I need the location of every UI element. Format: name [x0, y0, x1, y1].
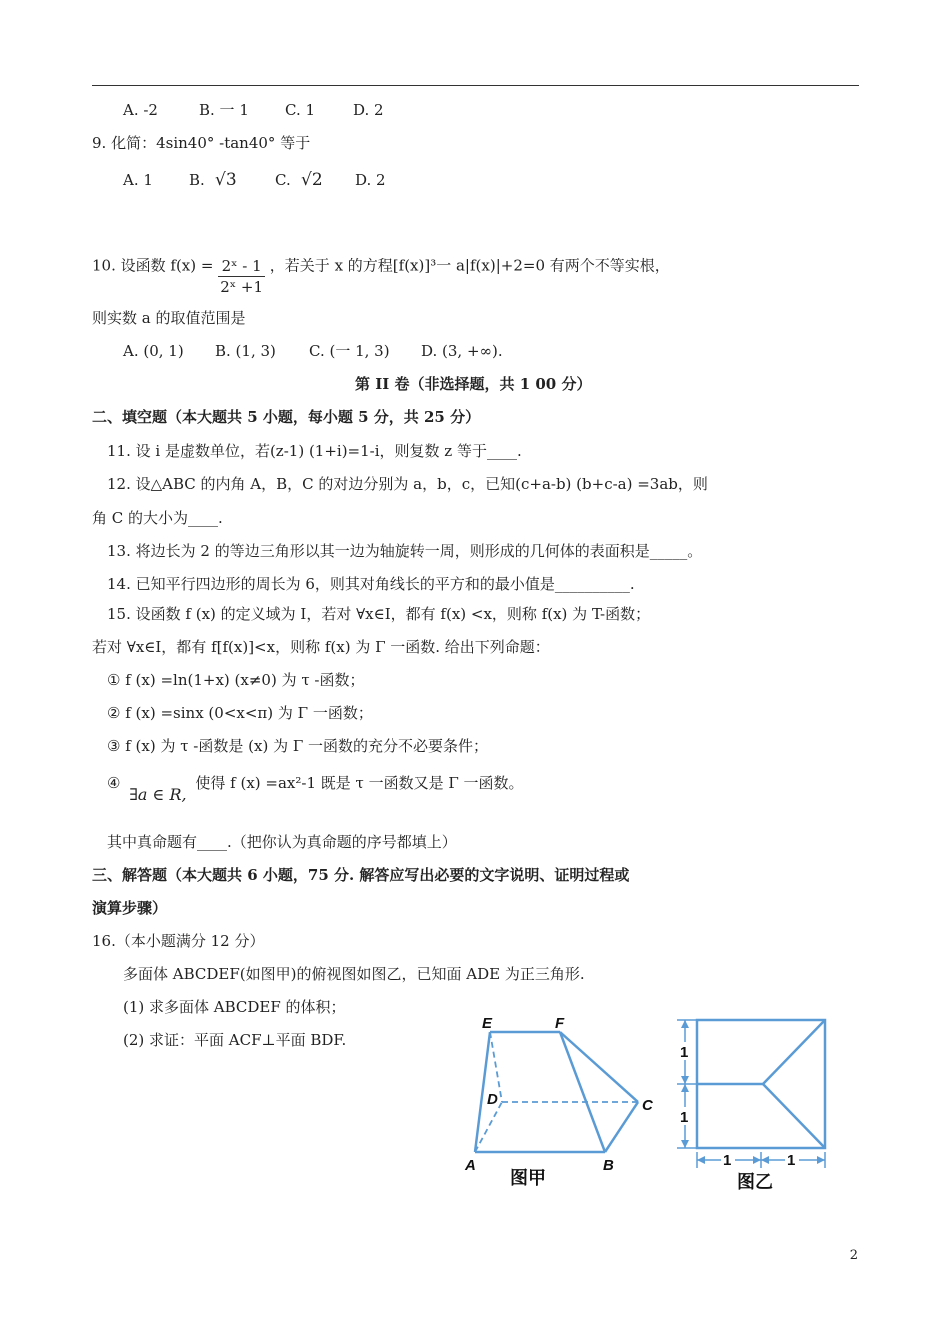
q16-part1: (1) 求多面体 ABCDEF 的体积； [123, 998, 346, 1016]
q15-prop4-num: ④ [107, 774, 121, 792]
label-e: E [482, 1015, 493, 1032]
q16-head: 16.（本小题满分 12 分） [92, 932, 265, 950]
q8-option-b: B. 一 1 [199, 101, 249, 119]
q8-option-d: D. 2 [353, 101, 384, 119]
figure1-caption: 图甲 [510, 1168, 546, 1188]
q10-denominator: 2ˣ +1 [220, 278, 264, 296]
dim-height-2: 1 [680, 1109, 689, 1126]
q15-line1: 15. 设函数 f (x) 的定义域为 I，若对 ∀x∈I，都有 f(x) <x，则称 f(x) 为 T-函数； [107, 605, 651, 623]
q11: 11. 设 i 是虚数单位，若(z-1) (1+i)=1-i，则复数 z 等于____. [107, 442, 522, 460]
q10-options [123, 341, 503, 361]
q9-option-b-value: √3 [215, 170, 237, 190]
q15-prop4-exists: ∃a ∈ R, [129, 785, 187, 804]
dim-height-1: 1 [680, 1044, 689, 1061]
q10-fraction [218, 256, 265, 297]
q10-option-c: C. (一 1, 3) [309, 342, 390, 360]
q10-option-b: B. (1, 3) [215, 342, 276, 360]
q15-prop3: ③ f (x) 为 τ -函数是 (x) 为 Γ 一函数的充分不必要条件； [107, 737, 489, 755]
label-d: D [487, 1091, 498, 1108]
q9-option-c: C. [275, 171, 291, 189]
q9-option-b: B. [189, 171, 205, 189]
label-a: A [465, 1157, 476, 1174]
q15-line2: 若对 ∀x∈I，都有 f[f(x)]<x，则称 f(x) 为 Γ 一函数. 给出下列命题： [92, 638, 550, 656]
q16-stem: 多面体 ABCDEF(如图甲)的俯视图如图乙，已知面 ADE 为正三角形. [123, 965, 585, 983]
q10-numerator: 2ˣ - 1 [218, 256, 265, 277]
section3-title-line1: 三、解答题（本大题共 6 小题，75 分. 解答应写出必要的文字说明、证明过程或 [92, 866, 630, 884]
label-b: B [603, 1157, 614, 1174]
q15-prop1: ① f (x) =ln(1+x) (x≠0) 为 τ -函数； [107, 671, 365, 689]
q9-option-c-value: √2 [301, 170, 323, 190]
label-f: F [555, 1015, 565, 1032]
q15-end: 其中真命题有____.（把你认为真命题的序号都填上） [107, 833, 457, 851]
section3-title-line2: 演算步骤） [92, 899, 168, 917]
figure2-caption: 图乙 [737, 1172, 773, 1192]
page-number: 2 [849, 1248, 858, 1263]
q10-option-a: A. (0, 1) [123, 342, 184, 360]
q14: 14. 已知平行四边形的周长为 6，则其对角线长的平方和的最小值是__________. [107, 575, 635, 593]
q16-part2: (2) 求证：平面 ACF⊥平面 BDF. [123, 1031, 347, 1049]
q8-options [123, 100, 384, 120]
figure-top-view [665, 1012, 850, 1194]
q10-prefix: 10. 设函数 f(x) = [92, 256, 214, 275]
q8-option-a: A. -2 [123, 101, 158, 119]
figure-polyhedron [460, 1012, 660, 1194]
dim-width-2: 1 [787, 1152, 796, 1169]
q9-option-a: A. 1 [123, 171, 153, 189]
q9-stem: 9. 化简：4sin40° -tan40° 等于 [92, 134, 311, 152]
q10-suffix: ，若关于 x 的方程[f(x)]³一 a|f(x)|+2=0 有两个不等实根， [269, 256, 670, 275]
q12-line2: 角 C 的大小为____. [92, 509, 223, 527]
q8-option-c: C. 1 [285, 101, 316, 119]
q10-stem [92, 236, 670, 297]
q10-option-d: D. (3, +∞). [421, 342, 503, 360]
q9-options [123, 170, 386, 190]
q13: 13. 将边长为 2 的等边三角形以其一边为轴旋转一周，则形成的几何体的表面积是_____。 [107, 542, 703, 560]
q12-line1: 12. 设△ABC 的内角 A，B，C 的对边分别为 a，b，c，已知(c+a-b) (b+c-a) =3ab，则 [107, 475, 708, 493]
q15-prop4 [107, 773, 524, 804]
header-rule [92, 85, 859, 86]
q10-line2: 则实数 a 的取值范围是 [92, 309, 246, 327]
label-c: C [642, 1097, 653, 1114]
section2-title: 二、填空题（本大题共 5 小题，每小题 5 分，共 25 分） [92, 408, 481, 426]
dim-width-1: 1 [723, 1152, 732, 1169]
part2-title: 第 II 卷（非选择题，共 1 00 分） [355, 375, 592, 393]
q15-prop4-text: 使得 f (x) =ax²-1 既是 τ 一函数又是 Γ 一函数。 [195, 774, 524, 792]
q15-prop2: ② f (x) =sinx (0<x<π) 为 Γ 一函数； [107, 704, 373, 722]
q9-option-d: D. 2 [355, 171, 386, 189]
